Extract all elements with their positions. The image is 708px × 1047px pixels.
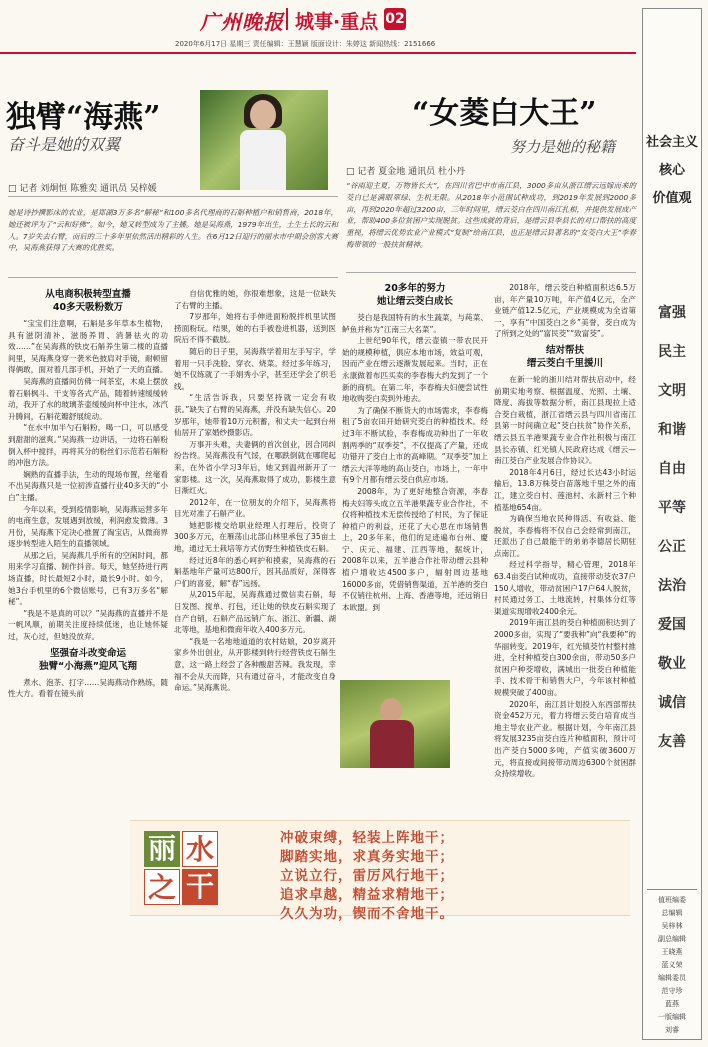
subheading-line: 从电商积极转型直播 xyxy=(45,289,131,300)
masthead-divider xyxy=(286,8,288,30)
paragraph: 上世纪90年代，缙云壶镇一带农民开始的规模种植，俱应本地市场，效益可观，因而产业在缙云逐渐发展起来。当时，正在永康做着布匹买卖的李春梅大约发到了一个新的商机。在第二年，李春梅夫妇便尝试性地收购茭白卖到外地去。 xyxy=(342,336,488,404)
subheading xyxy=(8,647,168,673)
paragraph: 经过科学指导，精心管理，2018年63.4亩茭白试种成功，直接带动茭农37户150人增收，带动贫困户17户64人脱贫，村民通过务工、土地流转，村集体分红等渠道实现增收2400余元。 xyxy=(494,560,636,616)
banner-char: 水 xyxy=(182,831,218,867)
divider xyxy=(8,196,338,197)
paragraph: 万事开头难，夫妻俩的首次创业，因合同纠纷告终。吴海燕没有气馁，在哪跌倒就在哪爬起来，在外省小学习3年后，她又到温州新开了一家影楼。这一次，吴海燕取得了成功，影楼生意日渐红火。 xyxy=(174,439,336,496)
subheading-line: 结对帮扶 xyxy=(545,344,584,356)
paragraph: “在水中加半勺石斛粉，喝一口，可以感受到甜甜的滋爽。”吴海燕一边讲话，一边将石斛粉倒入杯中搅拌，再将其分的粉丝们示范若石斛粉的冲泡方法。 xyxy=(8,423,168,468)
core-value: 友善 xyxy=(658,734,686,750)
paragraph: 随后的日子里，吴海燕学着用左手写字，学着用一只手洗脸、穿衣、烧菜。经过多年练习，她不仅练就了一手娟秀小字，甚至还学会了织毛线。 xyxy=(174,346,336,391)
paragraph: 娴熟的直播手法，生动的现场布置，丝毫看不出吴海燕只是一位初涉直播行业40多天的“小白”主播。 xyxy=(8,469,168,502)
editor-line: 副总编辑 xyxy=(658,935,686,943)
editor-line: 总编辑 xyxy=(661,909,683,917)
core-value: 文明 xyxy=(658,383,686,399)
editor-line: 吴梓林 xyxy=(661,922,683,930)
subheading-line: 20多年的努力 xyxy=(384,283,446,294)
editor-line: 范守珍 xyxy=(661,987,683,995)
core-value: 民主 xyxy=(658,344,686,360)
paragraph: 7岁那年，她将右手伸进面粉脱拌机里试图捞面粉玩。结果，她的右手被卷进机器，送到医院后不得不截肢。 xyxy=(174,312,336,345)
sidebar-title xyxy=(643,129,701,213)
slogan-line: 久久为功，锲而不舍地干。 xyxy=(280,906,454,922)
paragraph: 煮水、泡茶、打字……吴海燕动作熟练，随性大方。看着在镜头前 xyxy=(8,677,168,699)
masthead xyxy=(0,0,640,36)
farmer-photo xyxy=(340,680,450,768)
left-column-2 xyxy=(174,288,336,813)
core-value: 自由 xyxy=(658,461,686,477)
subheading-line: 独臂“小海燕”迎风飞翔 xyxy=(39,660,137,672)
photo-body xyxy=(240,130,286,190)
core-value: 诚信 xyxy=(658,695,686,711)
paragraph: 2020年，南江县计划投入东西部帮扶资金452万元，着力将缙云茭白培育成当地主导农业产业。根据计划，今年南江县将发展3235亩茭白连片种植面积，预计可出产茭白5000多吨，产值实破3600万元，将直接或间接带动周边6300个贫困群众持续增收。 xyxy=(494,699,636,779)
paragraph: 2008年，为了更好地整合资源，李春梅夫妇等头成立五羊港果蔬专业合作社，不仅将种植技术无偿传授给了村民，为了保证种植户的利益，还花了大心思在市场销售上，20多年来，他们的足迹遍布台州、慶宁、庆元、福建、江西等地，据统计，2008年以来，五羊港合作社带动缙云县种植户增收达4500多户，辐射周边基地16000多亩，凭借销售渠道，五羊港的茭白不仅销往杭州、上海、香港等地，还远销日本欧盟。到 xyxy=(342,486,488,612)
photo-face xyxy=(380,698,402,722)
slogan-line: 立说立行，雷厉风行地干； xyxy=(280,868,454,884)
paragraph: “生活告诉我，只要坚持就一定会有收获。”缺失了右臂的吴海燕，并没有缺失信心。20岁那年，她带着10万元积蓄，和丈夫一起到台州仙居开了家婚纱摄影店。 xyxy=(174,393,336,438)
subheading xyxy=(8,288,168,314)
paragraph: 从那之后，吴海燕几乎所有的空闲时间，都用来学习直播、制作抖音。每天，她坚持进行两场直播，时长最短2小时，最长9小时。如今，她3台手机里的6个微信账号，已有3万多名“解秘”。 xyxy=(8,550,168,607)
page-number-badge: 02 xyxy=(384,8,406,30)
editor-line: 王晓燕 xyxy=(661,948,683,956)
banner-char: 丽 xyxy=(144,831,180,867)
sidebar-title-line: 价值观 xyxy=(652,191,692,206)
sidebar-title-line: 社会主义 xyxy=(645,135,698,150)
core-value: 富强 xyxy=(658,305,686,321)
editor-line: 编辑委员 xyxy=(658,974,686,982)
left-column-1 xyxy=(8,288,168,813)
subheading xyxy=(494,344,636,370)
paragraph: 茭白是我国特有的水生蔬菜，与莼菜、鲈鱼并称为“江南三大名菜”。 xyxy=(342,313,488,334)
left-byline: □ 记者 刘炯恒 陈雅奕 通讯员 吴梓媛 xyxy=(8,184,157,194)
core-value: 公正 xyxy=(658,539,686,555)
photo-face xyxy=(250,100,276,130)
slogan-line: 冲破束缚，轻装上阵地干； xyxy=(280,830,454,846)
editor-line: 刘睿 xyxy=(665,1026,679,1034)
left-intro: 她是诗抄撰影床的农业，是郑湖3万多名“解秘”和100多名代理商的石斛种植户和销售商，2018年，她还被评为了“云和好佛”。如今，她又转型成为了主播。她是吴海燕，1979年出生，土生土长的云和人。7岁失去右臂，而后的三十多年里依然活出精彩的人生。在6月12日迎行的丽水市中期会创客大赛中，吴海燕获得了大赛的优胜奖。 xyxy=(8,208,338,253)
banner-char: 干 xyxy=(182,869,218,905)
banner-slogans xyxy=(280,829,454,924)
divider xyxy=(8,277,338,278)
right-intro: “谷雨迎主夏，万物皆长大”，在四川省巴中市南江县，3000多亩从浙江缙云远嫁而来的茭白已是满眼翠绿、生机无限。从2018年小范围试种成功，到2019年发展到2000多亩，再到2020年超过3200亩，三年时间里，缙云茭白在四川南江扎根，并提供发展成产业，帮助400多位贫困户实现脱贫。这些成就的背后，是缙云县李县长的对口帮扶的高度重视，将缙云优势农业产业模式“复制”给南江县，也正是缙云县著名的“女茭白大王”李春梅带领的一股扶贫精神。 xyxy=(346,181,636,249)
left-headline: 独臂“海燕” xyxy=(6,100,161,135)
divider xyxy=(346,272,636,273)
core-value: 和谐 xyxy=(658,422,686,438)
paragraph: 2019年南江县的茭白种植面积达到了2000多亩，实现了“要我种”向“我要种”的华丽转变。2019年，红光镇茭竹村整村推进，全村种植茭白300余亩，带动50多户贫困户种茭增收，满城出一批茭白种植能手、技术骨干和销售大户，今年该村种植规模突破了400亩。 xyxy=(494,618,636,697)
subheading-line: 40多天吸粉数万 xyxy=(52,302,124,313)
paragraph: 从2015年起，吴海燕通过微信卖石斛，每日发图、搅单、打包，还让她的铁皮石斛实现了自产自销，石斛产品远销广东、浙江、新疆、湖北等地，基地和微商年收入400多万元。 xyxy=(174,590,336,635)
paragraph: “我是不是真的可以？”吴海燕的直播并不是一帆风顺，前期关注度持续低迷，也让她怀疑过，灰心过，但她没放弃。 xyxy=(8,608,168,642)
photo-body xyxy=(370,720,414,768)
masthead-meta: 2020年6月17日 星期三 责任编辑：王慧颖 版面设计：朱婷这 新闻热线：2151666 xyxy=(175,40,436,48)
editors-box xyxy=(647,889,697,1037)
paragraph: “宝宝们注意啊，石斛是多年草本生植物，具有滋阴清补、滋肠养胃、消暑祛火的功效……”在吴海燕的铁皮石斛养生第二楼的直播间里，吴海燕身穿一袭米色披肩对手镜，耐顿留得俩敢，面对着几部手机，开始了一天的直播。 xyxy=(8,319,168,375)
banner-char: 之 xyxy=(144,869,180,905)
core-value: 法治 xyxy=(658,578,686,594)
paragraph: 2018年4月6日，经过长达43小时运输后，13.8万株茭白苗落地千里之外的南江，建立茭白村、莲池村、永新村三个种植基地654亩。 xyxy=(494,467,636,512)
right-subtitle: 努力是她的秘籍 xyxy=(510,138,616,156)
editor-line: 一版编辑 xyxy=(658,1013,686,1021)
core-value: 敬业 xyxy=(658,656,686,672)
paragraph: 2018年，缙云茭白种植面积达6.5万亩，年产量10万吨，年产值4亿元，全产业链产值12.5亿元，产业规模成为全省第一，享有“中国茭白之乡”美誉，茭白成为了所到之处的“富民茭”“致富茭”。 xyxy=(494,283,636,339)
paragraph: 自信优雅的她，你很难想象，这是一位缺失了右臂的主播。 xyxy=(174,289,336,310)
subheading-line: 坚强奋斗改变命运 xyxy=(49,647,126,659)
masthead-rule xyxy=(0,52,636,54)
subheading-line: 她让缙云茭白成长 xyxy=(376,296,453,307)
editor-line: 蓝义荣 xyxy=(661,961,683,969)
editor-line: 蓝燕 xyxy=(665,1000,679,1008)
core-values-list xyxy=(643,294,701,762)
subheading xyxy=(342,282,488,308)
left-subtitle: 奋斗是她的双翼 xyxy=(8,135,121,154)
subheading-line: 缙云茭白千里援川 xyxy=(526,357,603,369)
lishui-slogan-banner xyxy=(130,820,630,922)
paragraph: “我是一名地地道道的农村姑娘，20岁离开家乡外出创业，从开影楼到转行经营铁皮石斛生意，这一路上经尝了各种酸甜苦辣。我发现，幸福不会从天而降，只有通过奋斗，才能改变自身命运。”吴海燕说。 xyxy=(174,636,336,693)
paragraph: 在新一轮的浙川结对帮扶启动中，经前期实地考察、根据温度、光照、土壤、降度、海拔等数据分析，南江县现拉上适合茭白栽植，浙江省缙云县与四川省南江县第一时间确立起“茭白扶贫”协作关系，缙云县五羊港果蔬专业合作社积极与南江县长赤镇、红光镇人民政府达成《缙云—南江茭白产业发展合作协议》。 xyxy=(494,374,636,466)
paragraph: 经过近8年的悉心呵护和摸索，吴海燕的石斛基地年产量可达800斤，因其品质好，深得客户们的喜爱，解“春”远扬。 xyxy=(174,555,336,588)
paragraph: 2012年，在一位朋友的介绍下，吴海燕将目光对准了石斛产业。 xyxy=(174,497,336,519)
portrait-photo xyxy=(200,90,328,190)
paragraph: 吴海燕的直播间仿佛一间茶室，木桌上摆放着石斛枫斗、干支等各式产品，随着转速缓缓转动，我开了水的玻璃茶壶缓缓向杯中注水，冰汽升腾间，石斛花瓣舒展绽动。 xyxy=(8,376,168,421)
sidebar-title-line: 核心 xyxy=(658,163,685,178)
slogan-line: 追求卓越，精益求精地干； xyxy=(280,887,454,903)
right-column-1 xyxy=(342,282,488,677)
section-title: 城事·重点 xyxy=(295,11,379,33)
editor-line: 值班编委 xyxy=(658,896,686,904)
paragraph: 她把影楼交给职业经理人打理后，投资了300多万元，在雁荡山北部山林里承包了35亩土地，通过无土栽培等方式仿野生种植铁皮石斛。 xyxy=(174,520,336,554)
newspaper-logo: 广州晚报 xyxy=(200,10,284,34)
core-value: 平等 xyxy=(658,500,686,516)
right-byline: □ 记者 夏金地 通讯员 杜小丹 xyxy=(346,167,465,177)
paragraph: 为了确保不断货大的市场需求，李春梅租了5亩农田开始研究茭白的种植技术。经过3年不断试验，李春梅成功种出了一年收割两季的“双季茭”，不仅提高了产量，还成功错开了茭白上市的高峰期。“双季茭”加上缙云大洋等地的高山茭白，市场上，一年中有9个月都有缙云茭白供应市场。 xyxy=(342,405,488,485)
paragraph: 今年以来，受到疫情影响，吴海燕运营多年的电商生意，发展遇到放缓，利润愈发微薄。3月份，吴海燕下定决心推置了淘宝店，从微商界逐步转型进入陌生的直播领域。 xyxy=(8,504,168,549)
slogan-line: 脚踏实地，求真务实地干； xyxy=(280,849,454,865)
right-headline: “女菱白大王” xyxy=(412,96,597,131)
paragraph: 为确保当地农民种得活、有收益、能脱贫，李春梅将不仅自己会经常到南江，还派出了自己最能干的弟弟李德居长期驻点南江。 xyxy=(494,514,636,558)
right-column-2 xyxy=(494,282,636,812)
core-value: 爱国 xyxy=(658,617,686,633)
values-sidebar xyxy=(642,8,702,1040)
